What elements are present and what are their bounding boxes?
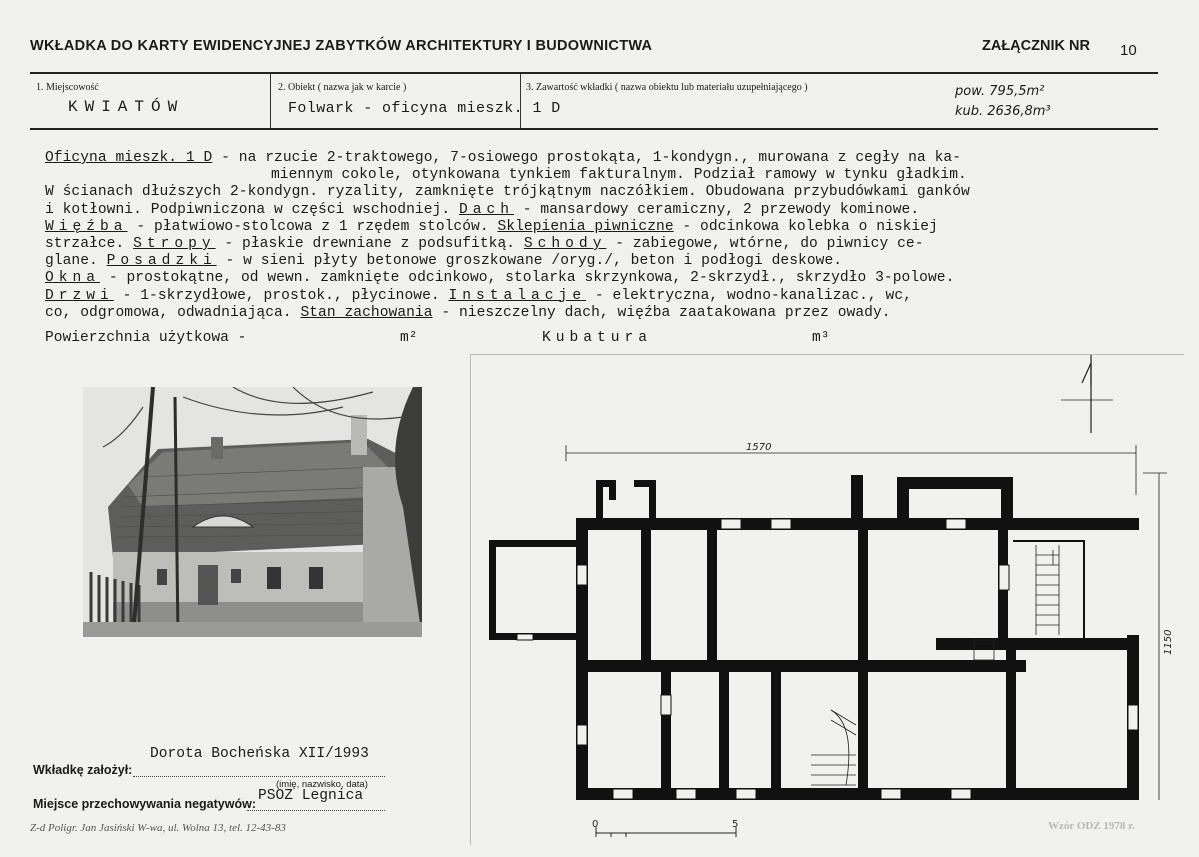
section-heading-windows: Okna [45, 270, 101, 287]
description-line: - nieszczelny dach, więźba zaatakowana przez owady. [432, 304, 891, 321]
section-heading-object: Oficyna mieszk. 1 D [45, 150, 213, 166]
scale-five-label: 5 [732, 819, 739, 830]
negatives-location-value: PSOZ Legnica [258, 788, 364, 804]
table-top-rule [30, 72, 1158, 74]
description-line: i kotłowni. Podpiwniczona w części wschodniej. [45, 201, 459, 218]
printer-imprint: Z-d Poligr. Jan Jasiński W-wa, ul. Wolna 13, tel. 12-43-83 [30, 822, 286, 834]
author-label: Wkładkę założył: [33, 763, 133, 777]
attachment-label: ZAŁĄCZNIK NR [982, 38, 1090, 54]
building-photo [83, 387, 422, 637]
building-photo-drawing [83, 387, 422, 637]
description-line: - płaskie drewniane z podsufitką. [215, 236, 524, 253]
author-hint: (imię, nazwisko, data) [276, 779, 368, 790]
volume-handwritten-note: kub. 2636,8m³ [955, 104, 1051, 119]
usable-area-label: Powierzchnia użytkowa - [45, 330, 247, 346]
section-heading-truss: Więźba [45, 218, 128, 235]
volume-label: Kubatura [542, 330, 653, 346]
description-line: - 1-skrzydłowe, prostok., płycinowe. [113, 287, 449, 304]
area-handwritten-note: pow. 795,5m² [955, 84, 1045, 99]
negatives-dotted-line [247, 810, 385, 811]
description-line: - na rzucie 2-traktowego, 7-osiowego prostokąta, 1-kondygn., murowana z cegły na ka- [212, 150, 962, 166]
section-heading-installations: Instalacje [448, 287, 587, 304]
negatives-label: Miejsce przechowywania negatywów: [33, 797, 256, 811]
description-line: glane. [45, 253, 107, 270]
scale-bar [596, 827, 736, 837]
description-line: - odcinkowa kolebka o niskiej [673, 218, 938, 235]
author-dotted-line [133, 776, 385, 777]
scale-zero-label: 0 [592, 819, 599, 830]
section-heading-vaults: Sklepienia piwniczne [497, 218, 674, 235]
section-heading-ceilings: Stropy [133, 236, 216, 253]
north-arrow-icon [1061, 355, 1113, 433]
column-divider [270, 74, 271, 128]
description-line: - prostokątne, od wewn. zamknięte odcinkowo, stolarka skrzynkowa, 2-skrzydł., skrzydło 3-polowe. [100, 270, 955, 287]
description-line: - elektryczna, wodno-kanalizac., wc, [586, 287, 912, 304]
floor-plan [470, 354, 1184, 845]
table-bottom-rule [30, 128, 1158, 130]
attachment-number: 10 [1120, 42, 1137, 59]
sheet-title: WKŁADKA DO KARTY EWIDENCYJNEJ ZABYTKÓW ARCHITEKTURY I BUDOWNICTWA [30, 38, 653, 54]
description-text [45, 150, 970, 322]
form-model-stamp: Wzór ODZ 1978 r. [1048, 820, 1135, 832]
description-line: W ścianach dłuższych 2-kondygn. ryzality, zamknięte trójkątnym naczółkiem. Obudowana przybudówkami ganków [45, 184, 970, 201]
section-heading-roof: Dach [458, 201, 514, 218]
object-value: Folwark - oficyna mieszk. 1 D [288, 100, 561, 117]
description-line: - w sieni płyty betonowe groszkowane /oryg./, beton i podłogi deskowe. [216, 253, 843, 270]
plan-height-dimension: 1150 [1163, 629, 1174, 655]
contents-label: 3. Zawartość wkładki ( nazwa obiektu lub materiału uzupełniającego ) [526, 82, 808, 93]
description-line: - płatwiowo-stolcowa z 1 rzędem stolców. [127, 218, 498, 235]
section-heading-stairs: Schody [523, 236, 607, 253]
locality-label: 1. Miejscowość [36, 82, 99, 93]
locality-value: KWIATÓW [68, 98, 185, 116]
floor-plan-drawing [471, 355, 1184, 845]
usable-area-unit: m² [400, 330, 418, 346]
plan-width-dimension: 1570 [746, 442, 772, 453]
volume-unit: m³ [812, 330, 830, 346]
description-line: miennym cokole, otynkowana tynkiem fakturalnym. Podział ramowy w tynku gładkim. [271, 167, 967, 184]
description-line: - mansardowy ceramiczny, 2 przewody kominowe. [514, 201, 920, 218]
object-label: 2. Obiekt ( nazwa jak w karcie ) [278, 82, 407, 93]
section-heading-condition: Stan zachowania [300, 304, 433, 321]
description-line: co, odgromowa, odwadniająca. [45, 304, 301, 321]
section-heading-doors: Drzwi [45, 287, 114, 304]
description-line: strzałce. [45, 236, 134, 253]
author-value: Dorota Bocheńska XII/1993 [150, 746, 369, 762]
section-heading-floors: Posadzki [106, 253, 217, 270]
description-line: - zabiegowe, wtórne, do piwnicy ce- [606, 236, 924, 253]
